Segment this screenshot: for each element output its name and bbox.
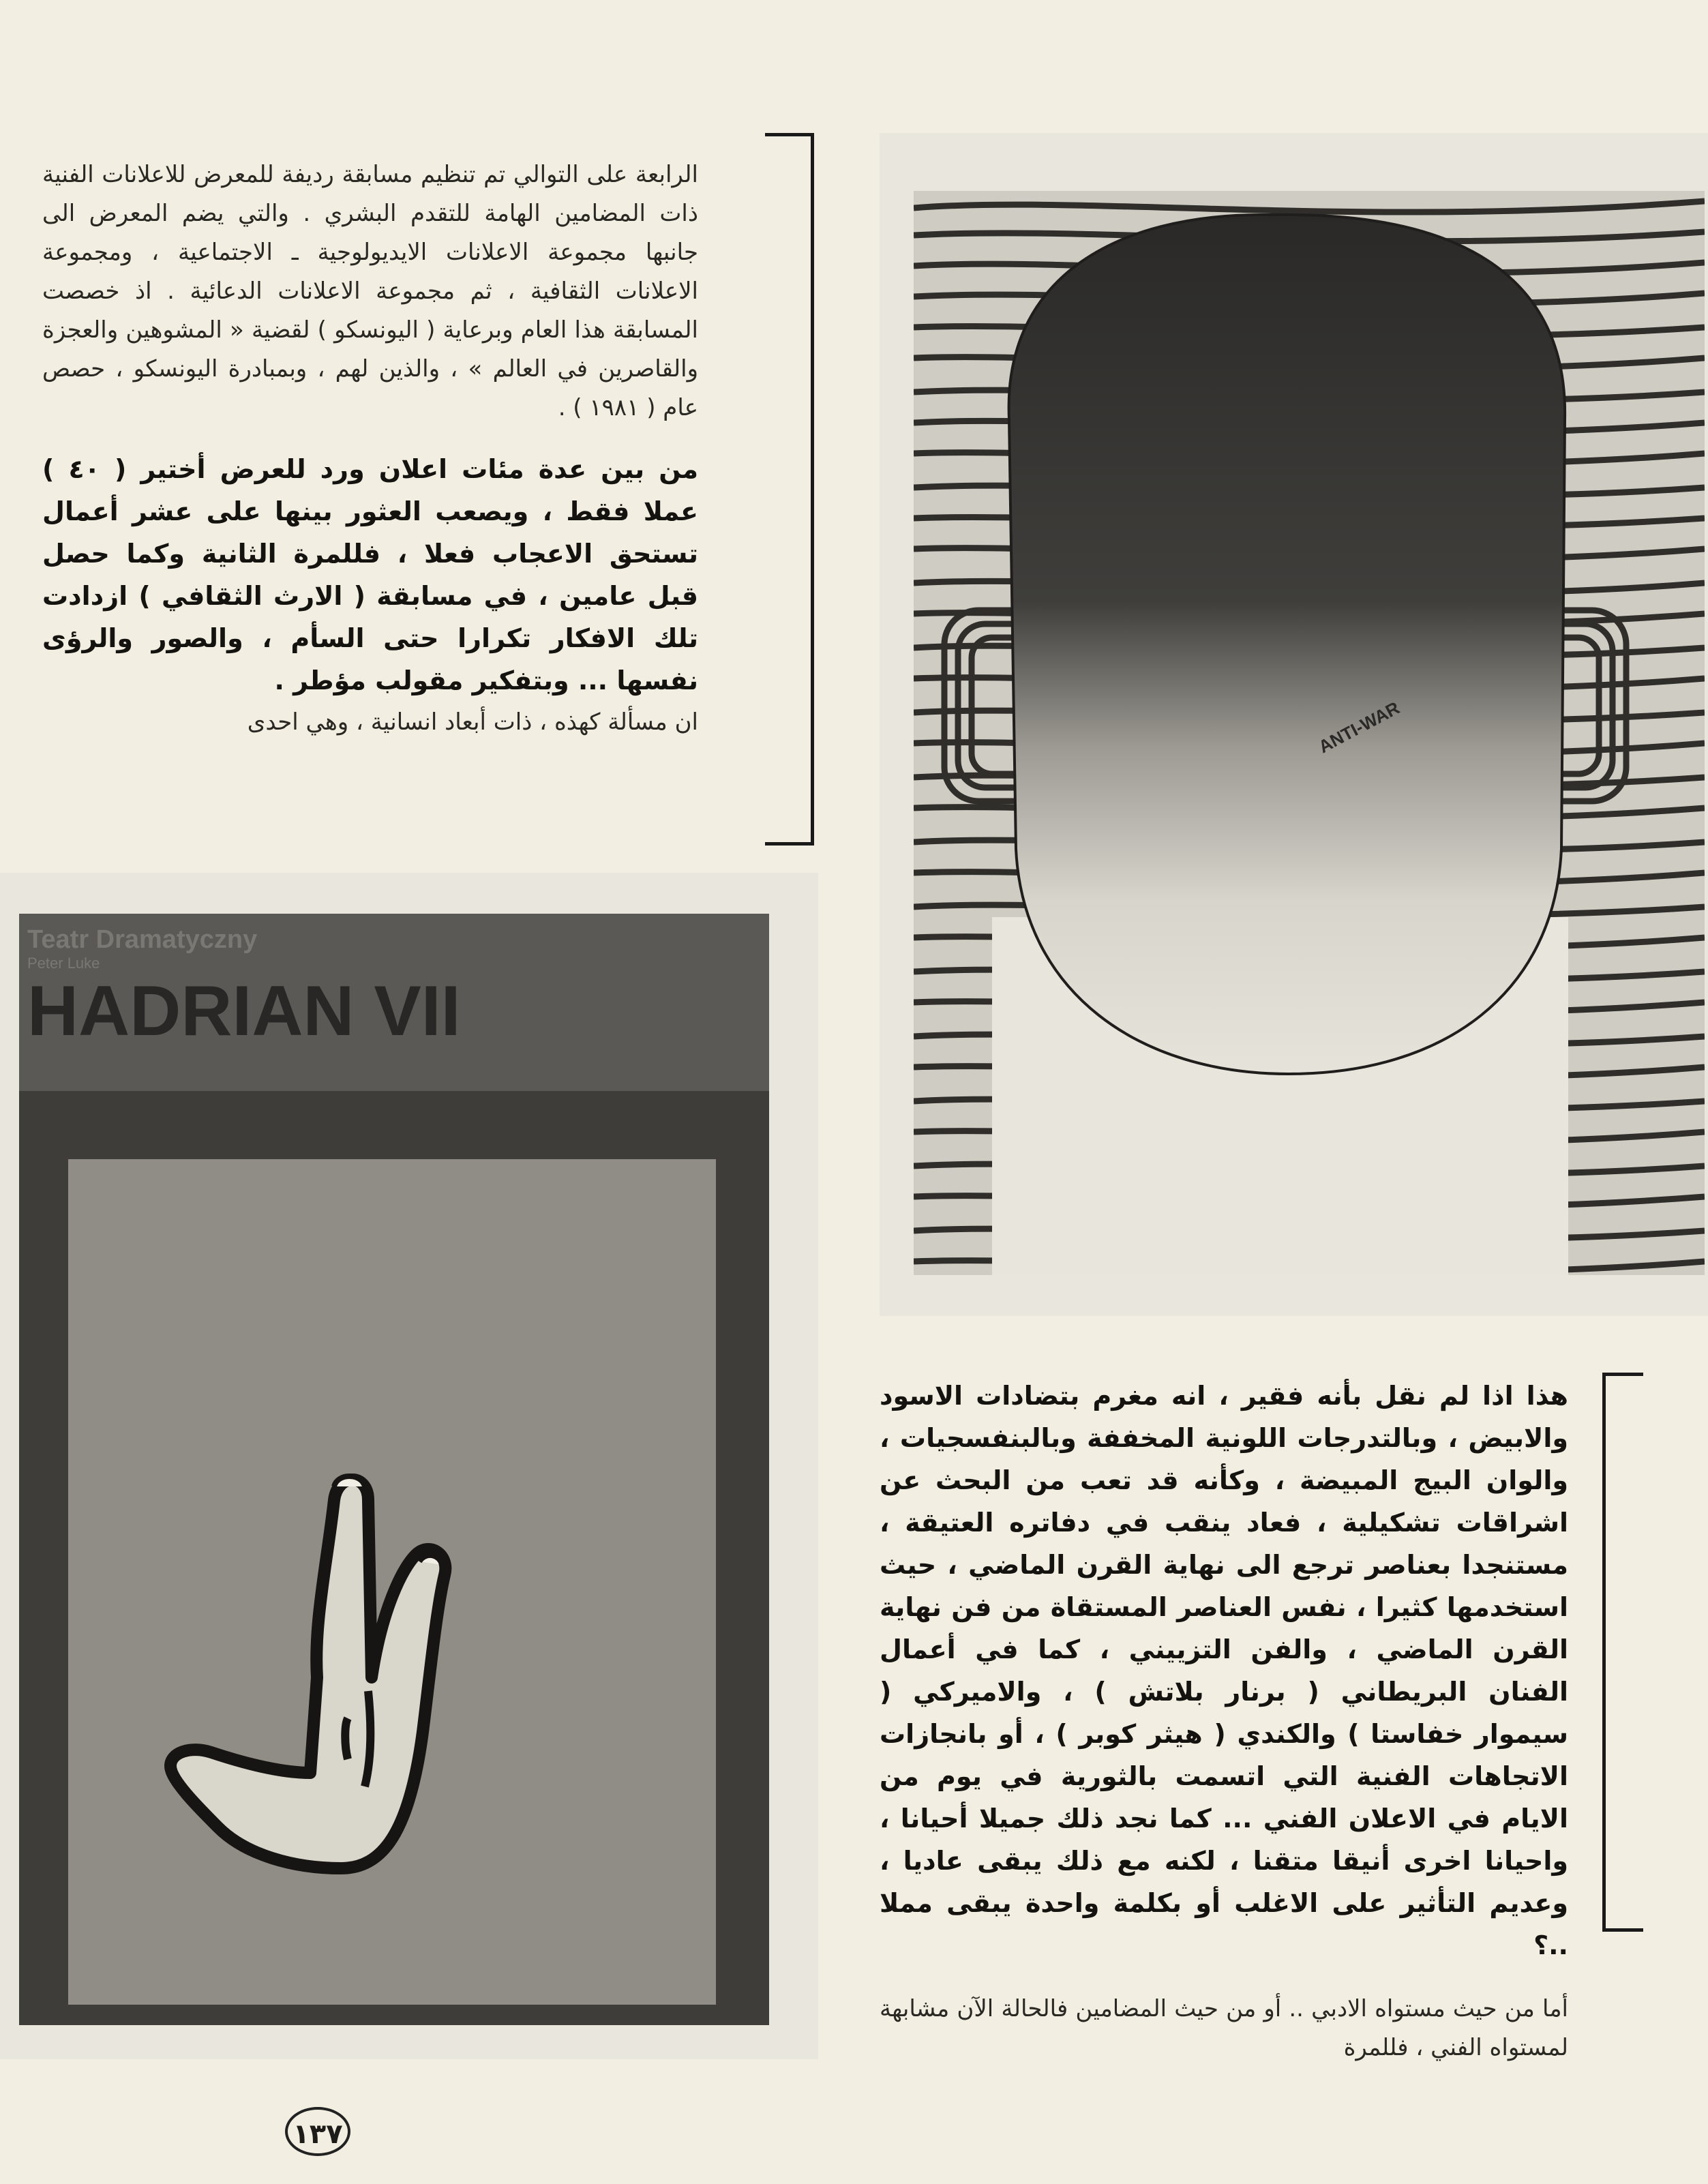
- poster-title: HADRIAN VII: [27, 972, 461, 1051]
- top-text-column: [42, 155, 698, 742]
- paragraph-literary-level: أما من حيث مستواه الادبي .. أو من حيث المضامين فالحالة الآن مشابهة لمستواه الفني ، فللمرة: [880, 1995, 1568, 2061]
- paragraph-continuation: ان مسألة كهذه ، ذات أبعاد انسانية ، وهي احدى: [247, 708, 698, 736]
- hadrian-poster: [0, 873, 818, 2059]
- anti-war-poster-frame: [880, 133, 1708, 1316]
- paragraph-competition: الرابعة على التوالي تم تنظيم مسابقة رديفة للمعرض للاعلانات الفنية ذات المضامين الهامة للتقدم البشري . والتي يضم المعرض الى جانبها مجموعة الاعلانات الايديولوجية ـ الاجتماعية ، ومجموعة الاعلانات الثقافية ، ثم مجموعة الاعلانات الدعائية . اذ خصصت المسابقة هذا العام وبرعاية ( اليونسكو ) لقضية « المشوهين والعجزة والقاصرين في العالم » ، والذين لهم ، وبمبادرة اليونسكو ، حصص عام ( ١٩٨١ ) .: [42, 161, 698, 421]
- hadrian-poster-frame: [0, 873, 818, 2059]
- anti-war-label: ANTI-WAR: [1315, 697, 1403, 758]
- poster-header-author: Peter Luke: [27, 955, 100, 972]
- page-number: ١٣٧: [285, 2107, 350, 2156]
- paragraph-selection: من بين عدة مئات اعلان ورد للعرض أختير ( ٤٠ ) عملا فقط ، ويصعب العثور بينها على عشر أعمال تستحق الاعجاب فعلا ، فللمرة الثانية وكما حصل قبل عامين ، في مسابقة ( الارث الثقافي ) ازدادت تلك الافكار تكرارا حتى السأم ، والصور والرؤى نفسها ... وبتفكير مقولب مؤطر .: [42, 454, 698, 695]
- top-text-bracket: [765, 133, 814, 846]
- bottom-text-bracket: [1602, 1373, 1643, 1932]
- poster-header-theatre: Teatr Dramatyczny: [27, 925, 258, 954]
- bottom-text-column: [880, 1375, 1568, 2067]
- paragraph-critique: هذا اذا لم نقل بأنه فقير ، انه مغرم بتضادات الاسود والابيض ، وبالتدرجات اللونية المخففة وبالبنفسجيات ، والوان البيج المبيضة ، وكأنه قد تعب من البحث عن اشراقات تشكيلية ، فعاد ينقب في دفاتره العتيقة ، مستنجدا بعناصر ترجع الى نهاية القرن الماضي ، حيث استخدمها كثيرا ، نفس العناصر المستقاة من فن نهاية القرن الماضي ، والفن التزييني ، كما في أعمال الفنان البريطاني ( برنار بلاتش ) ، والاميركي ( سيموار خفاستا ) والكندي ( هيثر كوبر ) ، أو بانجازات الاتجاهات الفنية التي اتسمت بالثورية في يوم من الايام في الاعلان الفني ... كما نجد ذلك جميلا أحيانا ، واحيانا اخرى أنيقا متقنا ، لكنه مع ذلك يبقى عاديا ، وعديم التأثير على الاغلب أو بكلمة واحدة يبقى مملا ..؟: [880, 1381, 1568, 1960]
- anti-war-poster: [880, 133, 1708, 1316]
